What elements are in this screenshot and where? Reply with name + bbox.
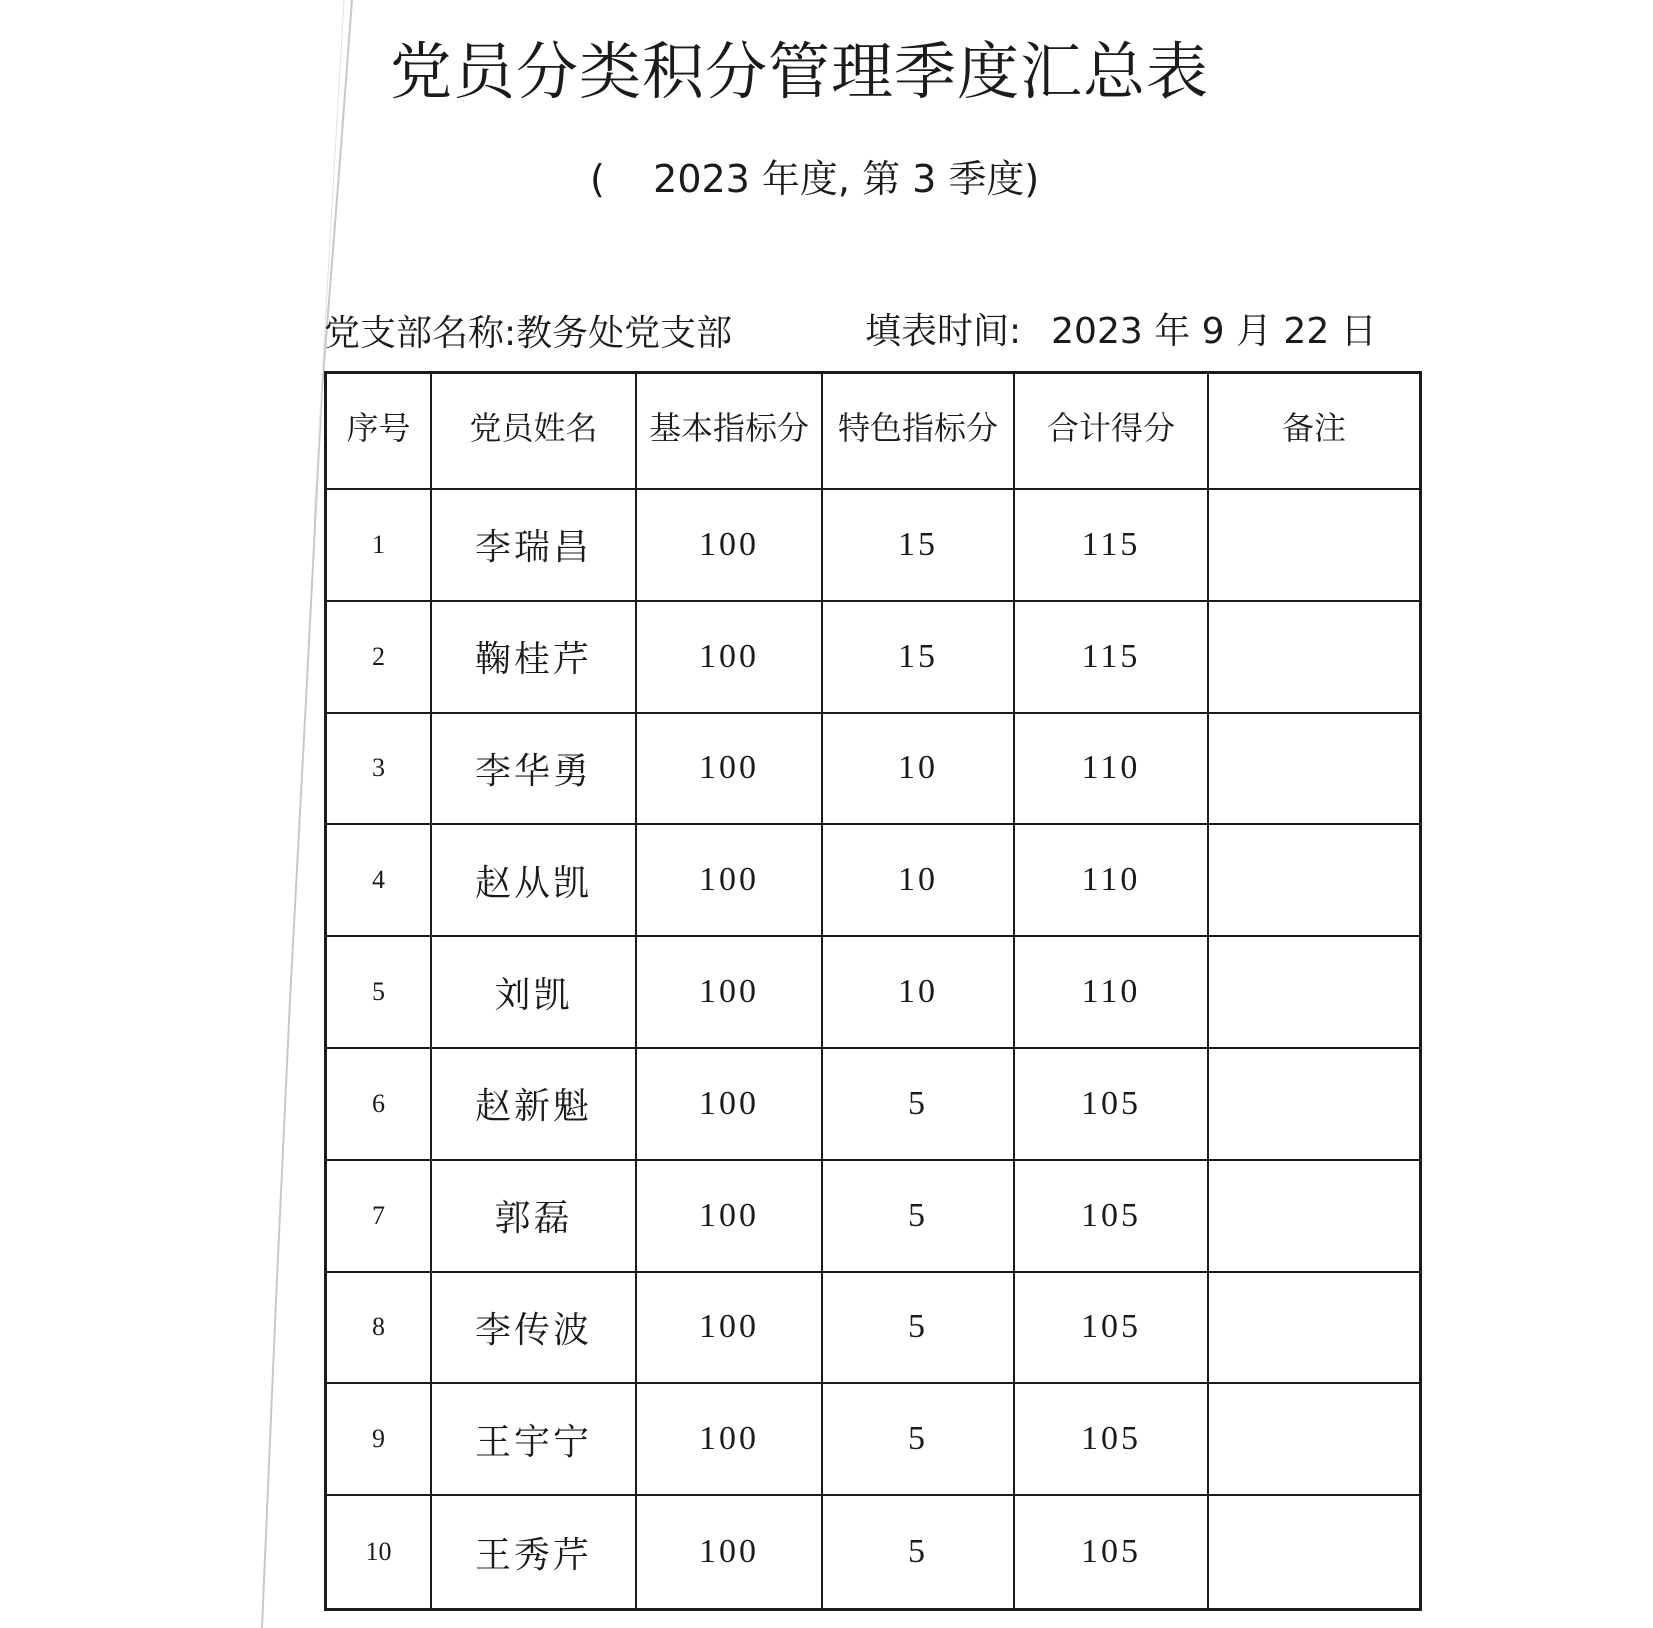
special-score-cell: 10	[823, 825, 1015, 937]
row-index-cell: 7	[327, 1161, 432, 1273]
special-score-cell: 15	[823, 602, 1015, 714]
basic-score-cell: 100	[637, 825, 823, 937]
header-note: 备注	[1209, 374, 1419, 490]
total-score-cell: 105	[1015, 1049, 1209, 1161]
total-score-cell: 115	[1015, 602, 1209, 714]
note-cell	[1209, 937, 1419, 1049]
note-cell	[1209, 714, 1419, 826]
basic-score-cell: 100	[637, 1049, 823, 1161]
special-score-cell: 5	[823, 1161, 1015, 1273]
member-name-cell: 鞠桂芹	[432, 602, 637, 714]
member-name-cell: 王秀芹	[432, 1496, 637, 1608]
row-index-cell: 10	[327, 1496, 432, 1608]
fill-date-label: 填表时间:	[865, 311, 1022, 352]
special-score-cell: 10	[823, 937, 1015, 1049]
special-score-cell: 5	[823, 1496, 1015, 1608]
fill-date-value: 2023 年 9 月 22 日	[1051, 311, 1377, 352]
total-score-cell: 110	[1015, 825, 1209, 937]
note-cell	[1209, 1496, 1419, 1608]
member-name-cell: 赵从凯	[432, 825, 637, 937]
score-table	[324, 371, 1422, 1611]
total-score-cell: 115	[1015, 490, 1209, 602]
header-total-score: 合计得分	[1015, 374, 1209, 490]
basic-score-cell: 100	[637, 714, 823, 826]
total-score-cell: 110	[1015, 714, 1209, 826]
special-score-cell: 5	[823, 1273, 1015, 1385]
member-name-cell: 李华勇	[432, 714, 637, 826]
special-score-cell: 5	[823, 1384, 1015, 1496]
special-score-cell: 5	[823, 1049, 1015, 1161]
basic-score-cell: 100	[637, 1496, 823, 1608]
basic-score-cell: 100	[637, 937, 823, 1049]
total-score-cell: 105	[1015, 1496, 1209, 1608]
document-title: 党员分类积分管理季度汇总表	[390, 35, 1210, 108]
row-index-cell: 4	[327, 825, 432, 937]
row-index-cell: 8	[327, 1273, 432, 1385]
member-name-cell: 王宇宁	[432, 1384, 637, 1496]
member-name-cell: 李传波	[432, 1273, 637, 1385]
row-index-cell: 5	[327, 937, 432, 1049]
fill-date-field	[865, 303, 1377, 354]
document-subtitle: ( 2023 年度, 第 3 季度)	[590, 157, 1040, 201]
note-cell	[1209, 825, 1419, 937]
branch-value: 教务处党支部	[516, 313, 733, 354]
total-score-cell: 105	[1015, 1273, 1209, 1385]
row-index-cell: 6	[327, 1049, 432, 1161]
total-score-cell: 110	[1015, 937, 1209, 1049]
member-name-cell: 李瑞昌	[432, 490, 637, 602]
member-name-cell: 刘凯	[432, 937, 637, 1049]
branch-field	[324, 305, 732, 356]
member-name-cell: 赵新魁	[432, 1049, 637, 1161]
note-cell	[1209, 602, 1419, 714]
special-score-cell: 15	[823, 490, 1015, 602]
row-index-cell: 3	[327, 714, 432, 826]
basic-score-cell: 100	[637, 490, 823, 602]
member-name-cell: 郭磊	[432, 1161, 637, 1273]
basic-score-cell: 100	[637, 602, 823, 714]
basic-score-cell: 100	[637, 1273, 823, 1385]
header-name: 党员姓名	[432, 374, 637, 490]
total-score-cell: 105	[1015, 1161, 1209, 1273]
note-cell	[1209, 1273, 1419, 1385]
total-score-cell: 105	[1015, 1384, 1209, 1496]
note-cell	[1209, 1049, 1419, 1161]
basic-score-cell: 100	[637, 1161, 823, 1273]
note-cell	[1209, 1161, 1419, 1273]
note-cell	[1209, 490, 1419, 602]
row-index-cell: 1	[327, 490, 432, 602]
note-cell	[1209, 1384, 1419, 1496]
branch-label: 党支部名称:	[324, 313, 517, 354]
row-index-cell: 9	[327, 1384, 432, 1496]
header-special-score: 特色指标分	[823, 374, 1015, 490]
basic-score-cell: 100	[637, 1384, 823, 1496]
special-score-cell: 10	[823, 714, 1015, 826]
header-index: 序号	[327, 374, 432, 490]
row-index-cell: 2	[327, 602, 432, 714]
header-basic-score: 基本指标分	[637, 374, 823, 490]
